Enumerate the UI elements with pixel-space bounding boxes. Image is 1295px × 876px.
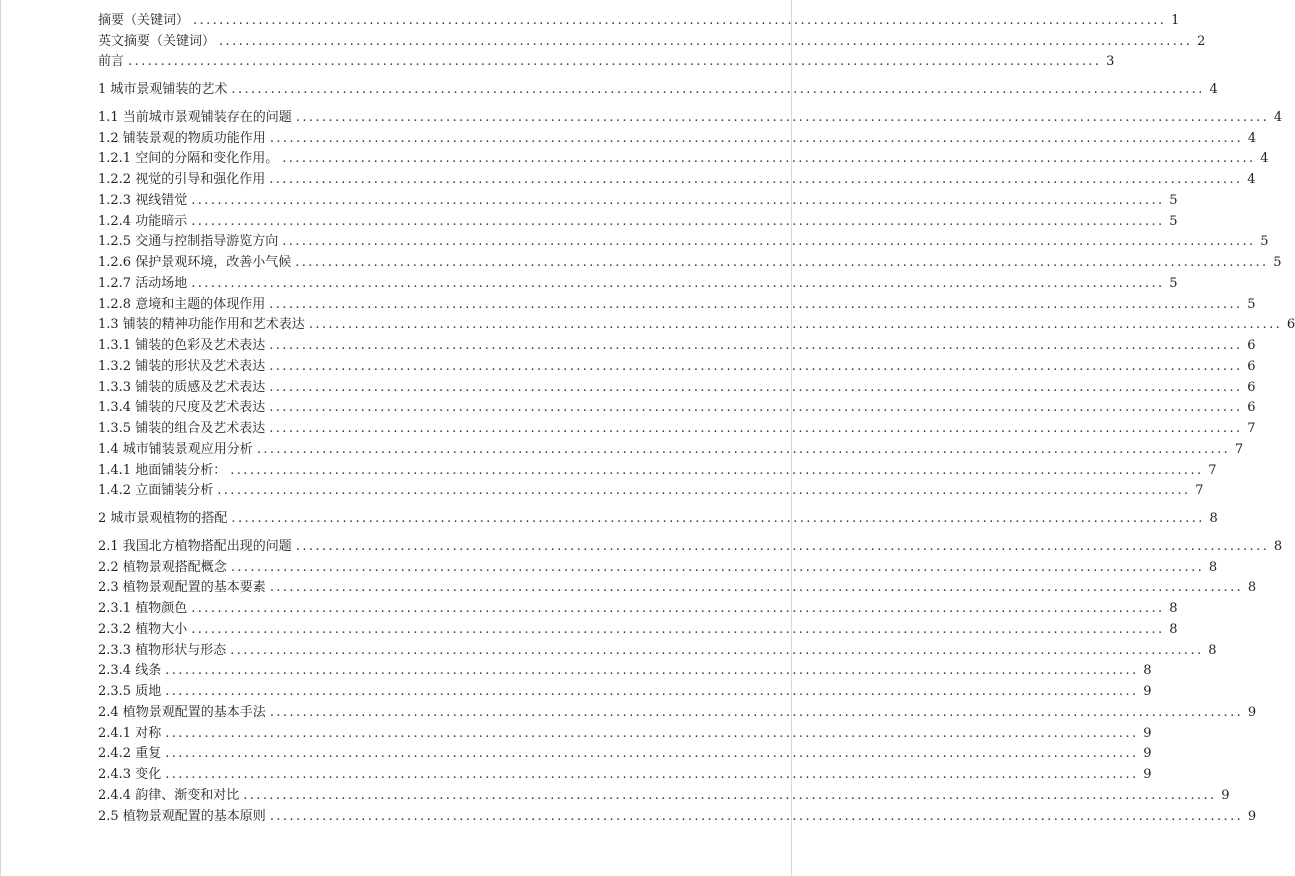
toc-entry-title: 2.4.4 韵律、渐变和对比: [98, 787, 240, 803]
toc-entry: [98, 532, 1283, 554]
toc-page-number: 6: [1286, 317, 1295, 333]
toc-entry: [98, 698, 1257, 720]
toc-page-number: 2: [1197, 33, 1206, 49]
toc-dot-leader: .....................................................................................................................................................: [191, 601, 1165, 616]
table-of-contents: [98, 6, 1295, 824]
toc-entry: [98, 781, 1230, 803]
toc-entry: [98, 477, 1204, 499]
toc-entry-title: 2.4.3 变化: [98, 767, 162, 782]
toc-entry: [98, 657, 1152, 679]
toc-entry: [98, 269, 1178, 291]
toc-dot-leader: .....................................................................................................................................................: [269, 338, 1243, 353]
toc-entry-title: 1.3 铺装的精神功能作用和艺术表达: [98, 317, 305, 333]
toc-dot-leader: .....................................................................................................................................................: [193, 12, 1167, 28]
toc-page-number: 4: [1209, 82, 1218, 97]
toc-dot-leader: .....................................................................................................................................................: [269, 358, 1243, 374]
toc-page-number: 5: [1169, 275, 1178, 291]
toc-entry: [98, 760, 1152, 782]
toc-entry-title: 2.3.3 植物形状与形态: [98, 642, 227, 658]
toc-page-number: 6: [1247, 338, 1256, 353]
toc-page-number: 5: [1260, 234, 1269, 250]
toc-entry-title: 1.2.1 空间的分隔和变化作用。: [98, 151, 279, 167]
toc-entry: [98, 331, 1256, 353]
toc-dot-leader: .....................................................................................................................................................: [243, 787, 1217, 803]
toc-page-number: 7: [1195, 483, 1204, 499]
toc-page-number: 4: [1247, 130, 1257, 146]
toc-page-number: 6: [1247, 400, 1256, 416]
toc-entry-title: 2.3.1 植物颜色: [98, 601, 188, 616]
toc-dot-leader: .....................................................................................................................................................: [230, 559, 1205, 575]
toc-entry-title: 2.3.2 植物大小: [98, 621, 188, 637]
toc-dot-leader: .....................................................................................................................................................: [191, 192, 1165, 208]
toc-entry-title: 1.3.2 铺装的形状及艺术表达: [98, 358, 266, 374]
toc-dot-leader: .....................................................................................................................................................: [269, 172, 1243, 187]
toc-page-number: 9: [1143, 725, 1152, 741]
toc-entry-title: 2.3 植物景观配置的基本要素: [98, 580, 266, 596]
toc-dot-leader: .....................................................................................................................................................: [269, 580, 1244, 596]
toc-page-number: 8: [1273, 538, 1283, 554]
toc-entry: [98, 27, 1206, 49]
toc-dot-leader: .....................................................................................................................................................: [165, 684, 1139, 699]
toc-entry: [98, 636, 1217, 658]
toc-page-number: 9: [1247, 704, 1257, 720]
toc-page-number: 9: [1143, 746, 1152, 762]
toc-entry: [98, 802, 1257, 824]
toc-dot-leader: .....................................................................................................................................................: [230, 462, 1204, 478]
toc-entry-title: 1.3.1 铺装的色彩及艺术表达: [98, 338, 266, 353]
toc-dot-leader: .....................................................................................................................................................: [269, 704, 1244, 720]
toc-dot-leader: .....................................................................................................................................................: [165, 725, 1139, 741]
toc-entry: [98, 248, 1282, 270]
toc-dot-leader: .....................................................................................................................................................: [191, 621, 1165, 637]
toc-entry-title: 1.1 当前城市景观铺装存在的问题: [98, 109, 292, 125]
toc-entry: [98, 719, 1152, 741]
toc-entry-title: 2.5 植物景观配置的基本原则: [98, 808, 266, 824]
toc-entry-title: 1.2 铺装景观的物质功能作用: [98, 130, 266, 146]
toc-dot-leader: .....................................................................................................................................................: [295, 109, 1270, 125]
toc-page-number: 5: [1169, 213, 1178, 229]
toc-page-number: 3: [1106, 54, 1115, 70]
toc-dot-leader: .....................................................................................................................................................: [165, 663, 1139, 679]
toc-entry-title: 1.3.3 铺装的质感及艺术表达: [98, 379, 266, 395]
toc-entry: [98, 352, 1256, 374]
toc-entry-title: 1.4 城市铺装景观应用分析: [98, 441, 253, 457]
toc-dot-leader: .....................................................................................................................................................: [231, 82, 1205, 97]
toc-entry-title: 2 城市景观植物的搭配: [98, 511, 228, 526]
toc-entry: [98, 207, 1178, 229]
toc-dot-leader: .....................................................................................................................................................: [191, 213, 1165, 229]
toc-entry: [98, 574, 1257, 596]
toc-entry: [98, 553, 1218, 575]
toc-page-number: 4: [1247, 172, 1256, 187]
toc-page-number: 8: [1247, 580, 1257, 596]
toc-entry: [98, 311, 1295, 333]
toc-page-number: 8: [1209, 511, 1218, 526]
toc-dot-leader: .....................................................................................................................................................: [128, 54, 1102, 70]
toc-dot-leader: .....................................................................................................................................................: [295, 538, 1270, 554]
toc-page-number: 8: [1208, 559, 1218, 575]
toc-page-number: 9: [1143, 684, 1152, 699]
toc-entry: [98, 373, 1256, 395]
toc-entry-title: 1.2.2 视觉的引导和强化作用: [98, 172, 266, 187]
toc-entry-title: 1.4.2 立面铺装分析: [98, 483, 214, 499]
toc-entry: [98, 394, 1256, 416]
toc-entry-title: 2.3.4 线条: [98, 663, 162, 679]
toc-entry-title: 1.2.8 意境和主题的体现作用: [98, 296, 266, 312]
toc-dot-leader: .....................................................................................................................................................: [165, 767, 1139, 782]
toc-entry: [98, 740, 1152, 762]
toc-dot-leader: .....................................................................................................................................................: [165, 746, 1139, 762]
toc-entry-title: 2.4 植物景观配置的基本手法: [98, 704, 266, 720]
toc-page-number: 1: [1171, 12, 1180, 28]
toc-page-number: 5: [1273, 255, 1282, 270]
toc-page-number: 7: [1208, 462, 1217, 478]
toc-entry-title: 2.4.1 对称: [98, 725, 162, 741]
toc-dot-leader: .....................................................................................................................................................: [191, 275, 1165, 291]
toc-dot-leader: .....................................................................................................................................................: [282, 234, 1256, 250]
toc-dot-leader: .....................................................................................................................................................: [217, 483, 1191, 499]
toc-entry: [98, 435, 1244, 457]
toc-dot-leader: .....................................................................................................................................................: [230, 642, 1204, 658]
toc-entry: [98, 165, 1256, 187]
toc-entry-title: 1.2.6 保护景观环境，改善小气候: [98, 255, 292, 270]
toc-entry-title: 1.3.5 铺装的组合及艺术表达: [98, 421, 266, 436]
toc-entry-title: 1.2.4 功能暗示: [98, 213, 188, 229]
toc-page-number: 8: [1208, 642, 1217, 658]
toc-entry: [98, 414, 1256, 436]
toc-page-number: 8: [1169, 621, 1178, 637]
toc-dot-leader: .....................................................................................................................................................: [269, 130, 1244, 146]
toc-entry: [98, 594, 1178, 616]
toc-entry-title: 2.3.5 质地: [98, 684, 162, 699]
toc-dot-leader: .....................................................................................................................................................: [219, 33, 1193, 49]
toc-entry: [98, 615, 1178, 637]
toc-dot-leader: .....................................................................................................................................................: [308, 317, 1283, 333]
toc-page-number: 5: [1247, 296, 1256, 312]
toc-entry: [98, 103, 1283, 125]
toc-entry-title: 摘要（关键词）: [98, 12, 190, 28]
toc-page-number: 4: [1260, 151, 1269, 167]
toc-entry-title: 1 城市景观铺装的艺术: [98, 82, 228, 97]
toc-entry-title: 1.2.5 交通与控制指导游览方向: [98, 234, 279, 250]
toc-chapter-entry: [98, 75, 1218, 97]
toc-chapter-entry: [98, 504, 1218, 526]
toc-entry-title: 1.4.1 地面铺装分析：: [98, 462, 227, 478]
toc-entry-title: 1.3.4 铺装的尺度及艺术表达: [98, 400, 266, 416]
toc-dot-leader: .....................................................................................................................................................: [269, 421, 1243, 436]
toc-entry-title: 2.1 我国北方植物搭配出现的问题: [98, 538, 292, 554]
toc-entry-title: 1.2.3 视线错觉: [98, 192, 188, 208]
toc-entry: [98, 6, 1180, 28]
toc-entry: [98, 456, 1217, 478]
toc-page-number: 9: [1221, 787, 1230, 803]
toc-entry-title: 1.2.7 活动场地: [98, 275, 188, 291]
toc-entry: [98, 228, 1269, 250]
toc-page-number: 6: [1247, 358, 1256, 374]
toc-page-number: 4: [1273, 109, 1283, 125]
toc-dot-leader: .....................................................................................................................................................: [269, 808, 1244, 824]
toc-page-number: 9: [1143, 767, 1152, 782]
toc-entry: [98, 124, 1257, 146]
toc-entry: [98, 290, 1256, 312]
toc-entry-title: 2.2 植物景观搭配概念: [98, 559, 227, 575]
toc-page-number: 7: [1247, 421, 1256, 436]
toc-page-number: 6: [1247, 379, 1256, 395]
toc-page-number: 9: [1247, 808, 1257, 824]
toc-dot-leader: .....................................................................................................................................................: [269, 400, 1243, 416]
toc-dot-leader: .....................................................................................................................................................: [269, 296, 1243, 312]
toc-entry: [98, 186, 1178, 208]
toc-entry-title: 2.4.2 重复: [98, 746, 162, 762]
toc-page-number: 8: [1169, 601, 1178, 616]
toc-page-number: 7: [1234, 441, 1244, 457]
toc-entry: [98, 145, 1269, 167]
toc-entry-title: 英文摘要（关键词）: [98, 33, 216, 49]
toc-entry: [98, 677, 1152, 699]
toc-page-number: 5: [1169, 192, 1178, 208]
toc-entry-title: 前言: [98, 54, 125, 70]
toc-dot-leader: .....................................................................................................................................................: [295, 255, 1269, 270]
toc-dot-leader: .....................................................................................................................................................: [269, 379, 1243, 395]
toc-dot-leader: .....................................................................................................................................................: [282, 151, 1256, 167]
toc-dot-leader: .....................................................................................................................................................: [231, 511, 1205, 526]
toc-page-number: 8: [1143, 663, 1152, 679]
toc-dot-leader: .....................................................................................................................................................: [256, 441, 1231, 457]
toc-entry: [98, 48, 1115, 70]
